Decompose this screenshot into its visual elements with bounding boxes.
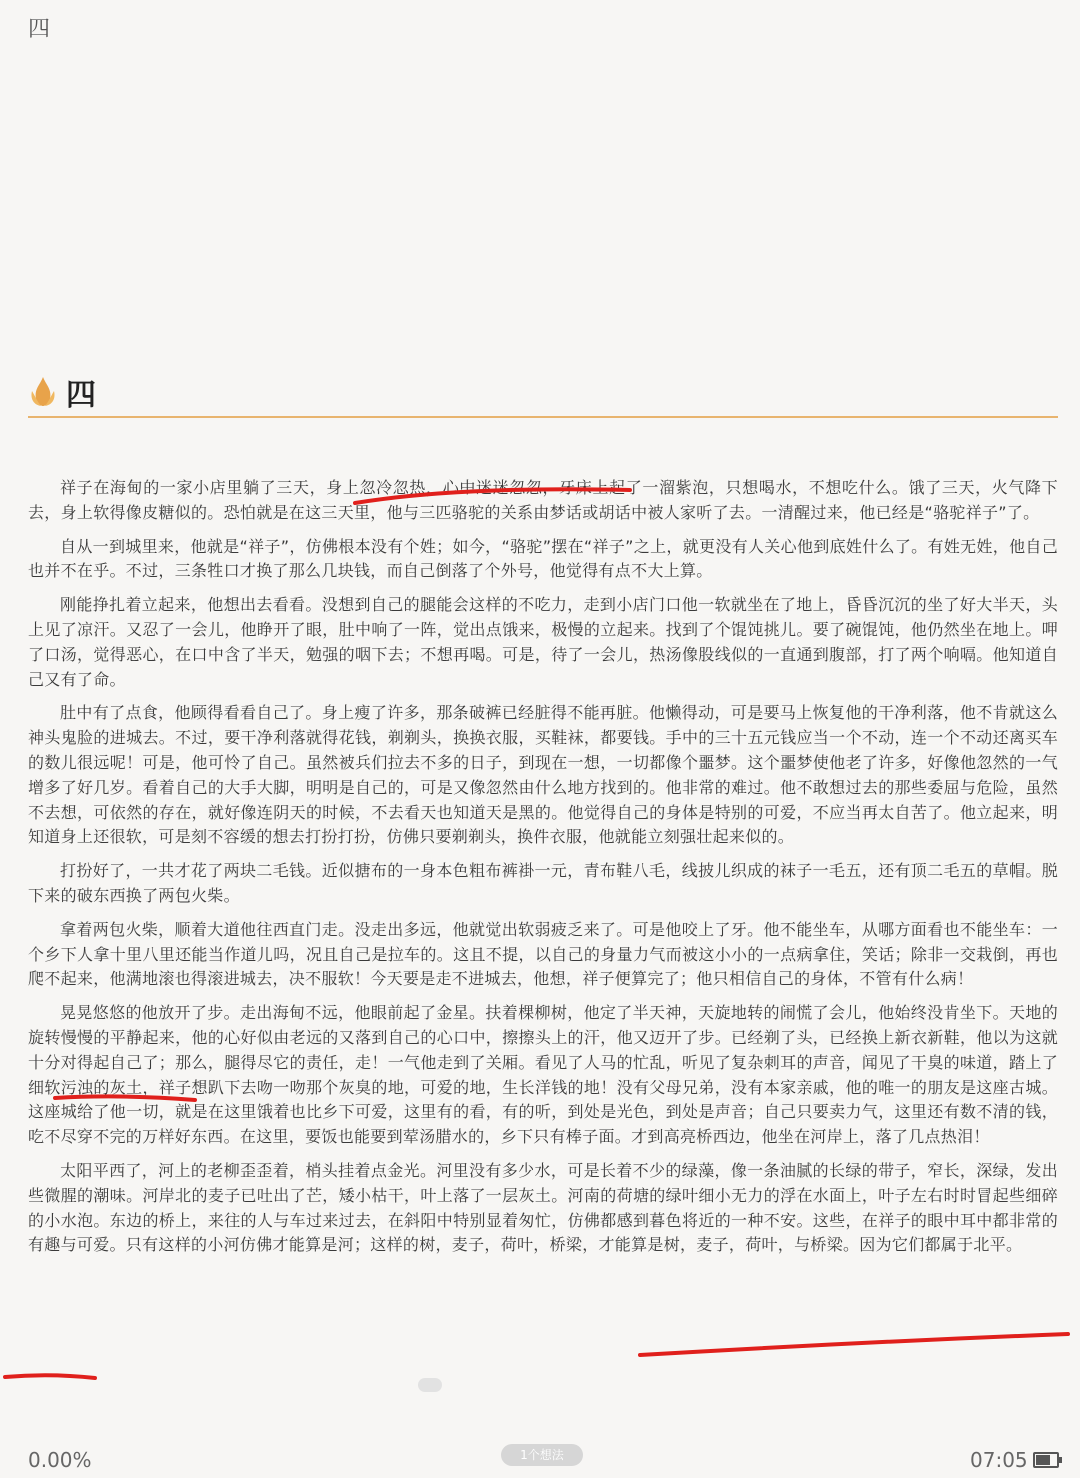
battery-tip <box>1059 1457 1062 1463</box>
chapter-heading <box>28 370 1058 418</box>
thoughts-button[interactable]: 1个想法 <box>501 1444 583 1466</box>
paragraph-8[interactable]: 太阳平西了，河上的老柳歪歪着，梢头挂着点金光。河里没有多少水，可是长着不少的绿藻，像一条油腻的长绿的带子，窄长，深绿，发出些微腥的潮味。河岸北的麦子已吐出了芒，矮小枯干，叶上落了一层灰土。河南的荷塘的绿叶细小无力的浮在水面上，叶子左右时时冒起些细碎的小水泡。东边的桥上，来往的人与车过来过去，在斜阳中特别显着匆忙，仿佛都感到暮色将近的一种不安。这些，在祥子的眼中耳中都非常的有趣与可爱。只有这样的小河仿佛才能算是河；这样的树，麦子，荷叶，桥梁，才能算是树，麦子，荷叶，与桥梁。因为它们都属于北平。 <box>28 1160 1058 1255</box>
paragraph-7[interactable]: 晃晃悠悠的他放开了步。走出海甸不远，他眼前起了金星。扶着棵柳树，他定了半天神，天旋地转的闹慌了会儿，他始终没肯坐下。天地的旋转慢慢的平静起来，他的心好似由老远的又落到自己的心口中，擦擦头上的汗，他又迈开了步。已经剃了头，已经换上新衣新鞋，他以为这就十分对得起自己了；那么，腿得尽它的责任，走！一气他走到了关厢。看见了人马的忙乱，听见了复杂刺耳的声音，闻见了干臭的味道，踏上了细软污浊的灰土，祥子想趴下去吻一吻那个灰臭的地，可爱的地，生长洋钱的地！没有父母兄弟，没有本家亲戚，他的唯一的朋友是这座古城。这座城给了他一切，就是在这里饿着也比乡下可爱，这里有的看，有的听，到处是光色，到处是声音；自己只要卖力气，这里还有数不清的钱，吃不尽穿不完的万样好东西。在这里，要饭也能要到荤汤腊水的，乡下只有棒子面。才到高亮桥西边，他坐在河岸上，落了几点热泪！ <box>28 1003 1058 1147</box>
chapter-divider <box>28 416 1058 418</box>
paragraph-2[interactable]: 自从一到城里来，他就是“祥子”，仿佛根本没有个姓；如今，“骆驼”摆在“祥子”之上，就更没有人关心他到底姓什么了。有姓无姓，他自己也并不在乎。不过，三条牲口才换了那么几块钱，而自己倒落了个外号，他觉得有点不大上算。 <box>28 536 1058 581</box>
status-bar <box>0 1440 1080 1478</box>
paragraph-6[interactable]: 拿着两包火柴，顺着大道他往西直门走。没走出多远，他就觉出软弱疲乏来了。可是他咬上了牙。他不能坐车，从哪方面看也不能坐车：一个乡下人拿十里八里还能当作道儿吗，况且自己是拉车的。这且不提，以自己的身量力气而被这小小的一点病拿住，笑话；除非一交栽倒，再也爬不起来，他满地滚也得滚进城去，决不服软！今天要是走不进城去，他想，祥子便算完了；他只相信自己的身体，不管有什么病！ <box>28 919 1058 989</box>
paragraph-4[interactable]: 肚中有了点食，他顾得看看自己了。身上瘦了许多，那条破裤已经脏得不能再脏。他懒得动，可是要马上恢复他的干净利落，他不肯就这么神头鬼脸的进城去。不过，要干净利落就得花钱，剃剃头，换换衣服，买鞋袜，都要钱。手中的三十五元钱应当一个不动，连一个不动还离买车的数儿很远呢！可是，他可怜了自己。虽然被兵们拉去不多的日子，到现在一想，一切都像个噩梦。这个噩梦使他老了许多，好像他忽然的一气增多了好几岁。看着自己的大手大脚，明明是自己的，可是又像忽然由什么地方找到的。他非常的难过。他不敢想过去的那些委屈与危险，虽然不去想，可依然的存在，就好像连阴天的时候，不去看天也知道天是黑的。他觉得自己的身体是特别的可爱，不应当再太自苦了。他立起来，明知道身上还很软，可是刻不容缓的想去打扮打扮，仿佛只要剃剃头，换件衣服，他就能立刻强壮起来似的。 <box>28 703 1058 847</box>
battery-icon <box>1033 1452 1059 1468</box>
paragraph-1[interactable]: 祥子在海甸的一家小店里躺了三天，身上忽冷忽热，心中迷迷忽忽，牙床上起了一溜紫泡，只想喝水，不想吃什么。饿了三天，火气降下去，身上软得像皮糖似的。恐怕就是在这三天里，他与三匹骆驼的关系由梦话或胡话中被人家听了去。一清醒过来，他已经是“骆驼祥子”了。 <box>28 478 1058 522</box>
clock: 07:05 <box>970 1448 1028 1472</box>
chapter-body[interactable] <box>28 476 1058 1267</box>
page-header-title: 四 <box>28 17 51 42</box>
paragraph-5[interactable]: 打扮好了，一共才花了两块二毛钱。近似搪布的一身本色粗布裤褂一元，青布鞋八毛，线披儿织成的袜子一毛五，还有顶二毛五的草帽。脱下来的破东西换了两包火柴。 <box>28 861 1058 905</box>
underline-mark-4 <box>5 1375 95 1378</box>
leaf-icon <box>28 375 58 409</box>
note-marker[interactable] <box>418 1378 442 1392</box>
underline-mark-3 <box>640 1334 1068 1355</box>
paragraph-3[interactable]: 刚能挣扎着立起来，他想出去看看。没想到自己的腿能会这样的不吃力，走到小店门口他一软就坐在了地上，昏昏沉沉的坐了好大半天，头上见了凉汗。又忍了一会儿，他睁开了眼，肚中响了一阵，觉出点饿来，极慢的立起来。找到了个馄饨挑儿。要了碗馄饨，他仍然坐在地上。呷了口汤，觉得恶心，在口中含了半天，勉强的咽下去；不想再喝。可是，待了一会儿，热汤像股线似的一直通到腹部，打了两个响嗝。他知道自己又有了命。 <box>28 595 1058 689</box>
reading-progress: 0.00% <box>28 1448 92 1472</box>
chapter-title: 四 <box>66 378 96 413</box>
